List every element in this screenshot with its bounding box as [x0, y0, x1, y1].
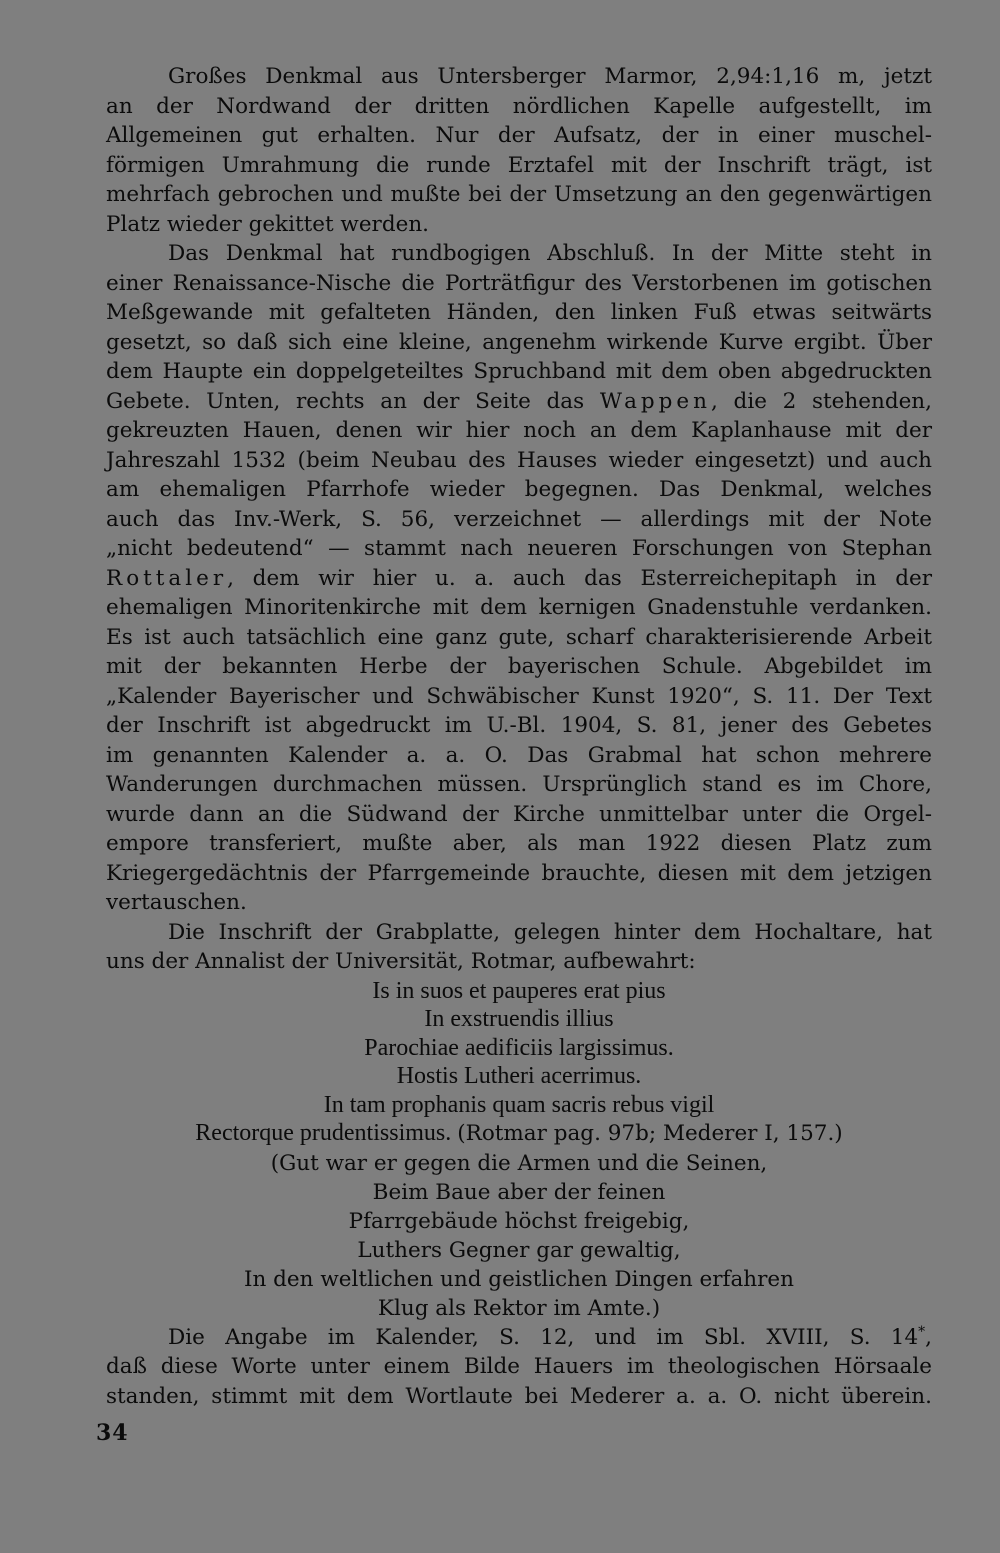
text-line: mit der bekannten Herbe der bayerischen Schule. Abgebildet im — [106, 654, 932, 679]
text-line: der Inschrift ist abgedruckt im U.-Bl. 1904, S. 81, jener des Gebetes — [106, 713, 932, 738]
text-line: Platz wieder gekittet werden. — [106, 211, 430, 237]
text-line: Großes Denkmal aus Untersberger Marmor, 2,94:1,16 m, jetzt — [168, 64, 932, 89]
paragraph-description-1 — [106, 62, 932, 239]
text-line: ehemaligen Minoritenkirche mit dem kernigen Gnadenstuhle verdanken. — [106, 595, 932, 620]
footnote-mark: * — [918, 1323, 926, 1340]
verse-line: Beim Baue aber der feinen — [372, 1179, 666, 1205]
text-fragment: Gebete. Unten, rechts an der Seite das — [106, 388, 585, 414]
text-line — [106, 387, 932, 417]
text-line: dem Haupte ein doppelgeteiltes Spruchband mit dem oben abgedruckten — [106, 359, 932, 384]
spaced-word-rottaler: Rottaler — [106, 565, 228, 591]
text-line: Die Inschrift der Grabplatte, gelegen hinter dem Hochaltare, hat — [168, 919, 932, 945]
verse-line: Luthers Gegner gar gewaltig, — [357, 1237, 681, 1263]
verse-line: (Gut war er gegen die Armen und die Seinen, — [270, 1150, 768, 1176]
text-line: auch das Inv.-Werk, S. 56, verzeichnet — allerdings mit der Note — [106, 506, 932, 532]
verse-line: In den weltlichen und geistlichen Dingen erfahren — [243, 1266, 794, 1292]
verse-fragment: Rectorque prudentissimus. — [195, 1120, 452, 1146]
text-line: Jahreszahl 1532 (beim Neubau des Hauses wieder eingesetzt) und auch — [106, 447, 932, 473]
verse-line: In tam prophanis quam sacris rebus vigil — [323, 1091, 715, 1118]
text-fragment: Die Angabe im Kalender, S. 12, und im Sbl. XVIII, S. 14 — [168, 1324, 919, 1350]
text-line — [106, 1323, 932, 1353]
text-line: gekreuzten Hauen, denen wir hier noch an dem Kaplanhause mit der — [106, 418, 932, 443]
verse-line: Is in suos et pauperes erat pius — [372, 977, 666, 1004]
verse-line: Parochiae aedificiis largissimus. — [364, 1034, 674, 1061]
text-fragment: , dem wir hier u. a. auch das Esterreichepitaph in der — [227, 565, 932, 591]
citation: (Rotmar pag. 97b; Mederer I, 157.) — [457, 1121, 843, 1146]
text-line: „nicht bedeutend“ — stammt nach neueren Forschungen von Stephan — [106, 536, 932, 561]
verse-line: In exstruendis illius — [424, 1006, 614, 1032]
verse-line: Klug als Rektor im Amte.) — [377, 1295, 661, 1321]
verse-line: Pfarrgebäude höchst freigebig, — [348, 1208, 690, 1234]
text-line: standen, stimmt mit dem Wortlaute bei Mederer a. a. O. nicht überein. — [106, 1383, 932, 1409]
text-line: daß diese Worte unter einem Bilde Hauers im theologischen Hörsaale — [106, 1354, 932, 1379]
text-line: „Kalender Bayerischer und Schwäbischer Kunst 1920“, S. 11. Der Text — [106, 683, 932, 709]
text-line: vertauschen. — [106, 890, 247, 915]
text-line: Meßgewande mit gefalteten Händen, den linken Fuß etwas seitwärts — [106, 300, 932, 325]
latin-inscription — [106, 977, 932, 1149]
text-line: Es ist auch tatsächlich eine ganz gute, scharf charakterisierende Arbeit — [106, 624, 932, 650]
spaced-word-wappen: Wappen — [599, 388, 712, 414]
paragraph-inscription-intro — [106, 918, 932, 977]
text-line: Kriegergedächtnis der Pfarrgemeinde brauchte, diesen mit dem jetzigen — [106, 860, 932, 886]
text-line: gesetzt, so daß sich eine kleine, angenehm wirkende Kurve ergibt. Über — [106, 329, 932, 355]
text-line: empore transferiert, mußte aber, als man 1922 diesen Platz zum — [106, 831, 932, 856]
paragraph-closing — [106, 1323, 932, 1412]
german-translation — [106, 1149, 932, 1323]
text-line — [106, 564, 932, 594]
text-line: im genannten Kalender a. a. O. Das Grabmal hat schon mehrere — [106, 742, 932, 768]
text-line: uns der Annalist der Universität, Rotmar, aufbewahrt: — [106, 949, 696, 974]
text-line: förmigen Umrahmung die runde Erztafel mit der Inschrift trägt, ist — [106, 152, 932, 178]
text-line: Allgemeinen gut erhalten. Nur der Aufsatz, der in einer muschel- — [106, 123, 932, 148]
text-line: an der Nordwand der dritten nördlichen Kapelle aufgestellt, im — [106, 93, 932, 119]
text-line: Wanderungen durchmachen müssen. Ursprünglich stand es im Chore, — [106, 772, 932, 797]
paragraph-description-2 — [106, 239, 932, 918]
text-fragment: , die 2 stehenden, — [711, 388, 932, 414]
verse-line — [106, 1119, 932, 1149]
page-number: 34 — [96, 1420, 129, 1446]
text-fragment: , — [925, 1324, 932, 1350]
verse-line: Hostis Lutheri acerrimus. — [396, 1063, 642, 1089]
text-line: Das Denkmal hat rundbogigen Abschluß. In der Mitte steht in — [168, 241, 932, 266]
text-line: einer Renaissance-Nische die Porträtfigur des Verstorbenen im gotischen — [106, 270, 932, 296]
text-line: wurde dann an die Südwand der Kirche unmittelbar unter die Orgel- — [106, 801, 932, 827]
text-line: mehrfach gebrochen und mußte bei der Umsetzung an den gegenwärtigen — [106, 182, 932, 207]
text-line: am ehemaligen Pfarrhofe wieder begegnen. Das Denkmal, welches — [106, 477, 932, 502]
page-body — [106, 62, 932, 1411]
